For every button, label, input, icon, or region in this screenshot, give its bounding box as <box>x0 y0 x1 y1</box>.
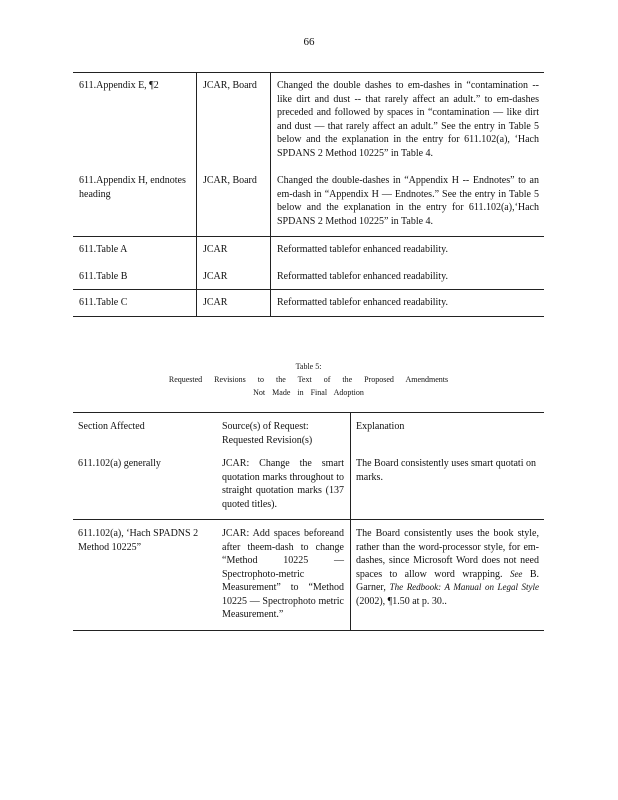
explanation-cell <box>271 237 545 290</box>
section-cell: 611.Appendix E, ¶2 <box>79 80 159 91</box>
section-text: 611.Table A <box>79 244 128 255</box>
explanation-text: Reformatted tablefor enhanced readability. <box>277 270 448 282</box>
section-cell: 611.Appendix H, endnotes heading <box>79 175 186 200</box>
source-cell: JCAR: Add spaces beforeand after theem-dash to change “Method 10225 — Spectrophoto-metric Measurement” to “Method 10225 — Spectrophoto metric Measurement.” <box>217 520 351 631</box>
section-cell <box>73 237 197 290</box>
source-cell: JCAR, Board <box>197 73 271 169</box>
source-text: JCAR <box>203 270 228 282</box>
explanation-text: Reformatted tablefor enhanced readability. <box>277 244 448 255</box>
table-row <box>73 455 544 520</box>
table-5-number: Table 5: <box>295 362 322 371</box>
table-5 <box>73 412 544 631</box>
table-4-continued <box>73 72 544 317</box>
table-row <box>73 520 544 631</box>
citation-title: The Redbook: A Manual on Legal Style <box>389 582 540 592</box>
section-cell: 611.102(a), ‘Hach SPADNS 2 Method 10225” <box>73 520 217 631</box>
header-source: Source(s) of Request: Requested Revision(s) <box>222 421 313 446</box>
citation-tail: (2002), ¶1.50 at p. 30.. <box>356 595 447 607</box>
table-header-row <box>73 413 544 456</box>
citation-author: B. Garner, <box>356 568 540 593</box>
section-cell: 611.102(a) generally <box>78 458 161 469</box>
citation-signal: See <box>509 568 523 579</box>
page-number: 66 <box>303 36 315 48</box>
explanation-cell: Changed the double dashes to em-dashes in “contamination -- like dirt and dust -- that rarely affect an adult.” to em-dashes preceded and followed by spaces in “contamination — like dirt and dust — that rarely affect an adult.” See the entry in Table 5 below and the explanation in the entry for 611.102(a), ‘Hach SPDANS 2 Method 10225” in Table 4. <box>277 80 539 159</box>
header-section-affected: Section Affected <box>78 421 145 432</box>
explanation-text: The Board consistently uses the book style, rather than the word-processor style, for em-dashes, since Microsoft Word does not need spaces to allow word wrapping. <box>356 528 539 580</box>
table-5-title-line1: Requested Revisions to the Text of the Proposed Amendments <box>168 375 449 384</box>
source-cell <box>197 237 271 290</box>
explanation-cell <box>351 520 545 631</box>
source-cell: JCAR <box>197 290 271 317</box>
header-explanation: Explanation <box>351 413 545 456</box>
table-row <box>73 290 544 317</box>
table-row <box>73 168 544 237</box>
explanation-cell: Changed the double-dashes in “Appendix H -- Endnotes” to an em-dash in “Appendix H — Endnotes.” See the entry in Table 5 below and the explanation in the entry for 611.102(a),‘Hach SPDANS 2 Method 10225” in Table 4. <box>277 175 539 227</box>
table-row <box>73 237 544 290</box>
table-row <box>73 73 544 169</box>
table-5-title-line2: Not Made in Final Adoption <box>253 388 364 397</box>
source-cell: JCAR: Change the smart quotation marks throughout to straight quotation marks (137 quoted titles). <box>222 458 344 510</box>
section-cell: 611.Table C <box>73 290 197 317</box>
explanation-cell: Reformatted tablefor enhanced readability. <box>271 290 545 317</box>
source-cell: JCAR, Board <box>197 168 271 237</box>
source-text: JCAR <box>203 244 228 255</box>
section-text: 611.Table B <box>79 270 128 282</box>
explanation-cell: The Board consistently uses smart quotati on marks. <box>351 455 545 520</box>
